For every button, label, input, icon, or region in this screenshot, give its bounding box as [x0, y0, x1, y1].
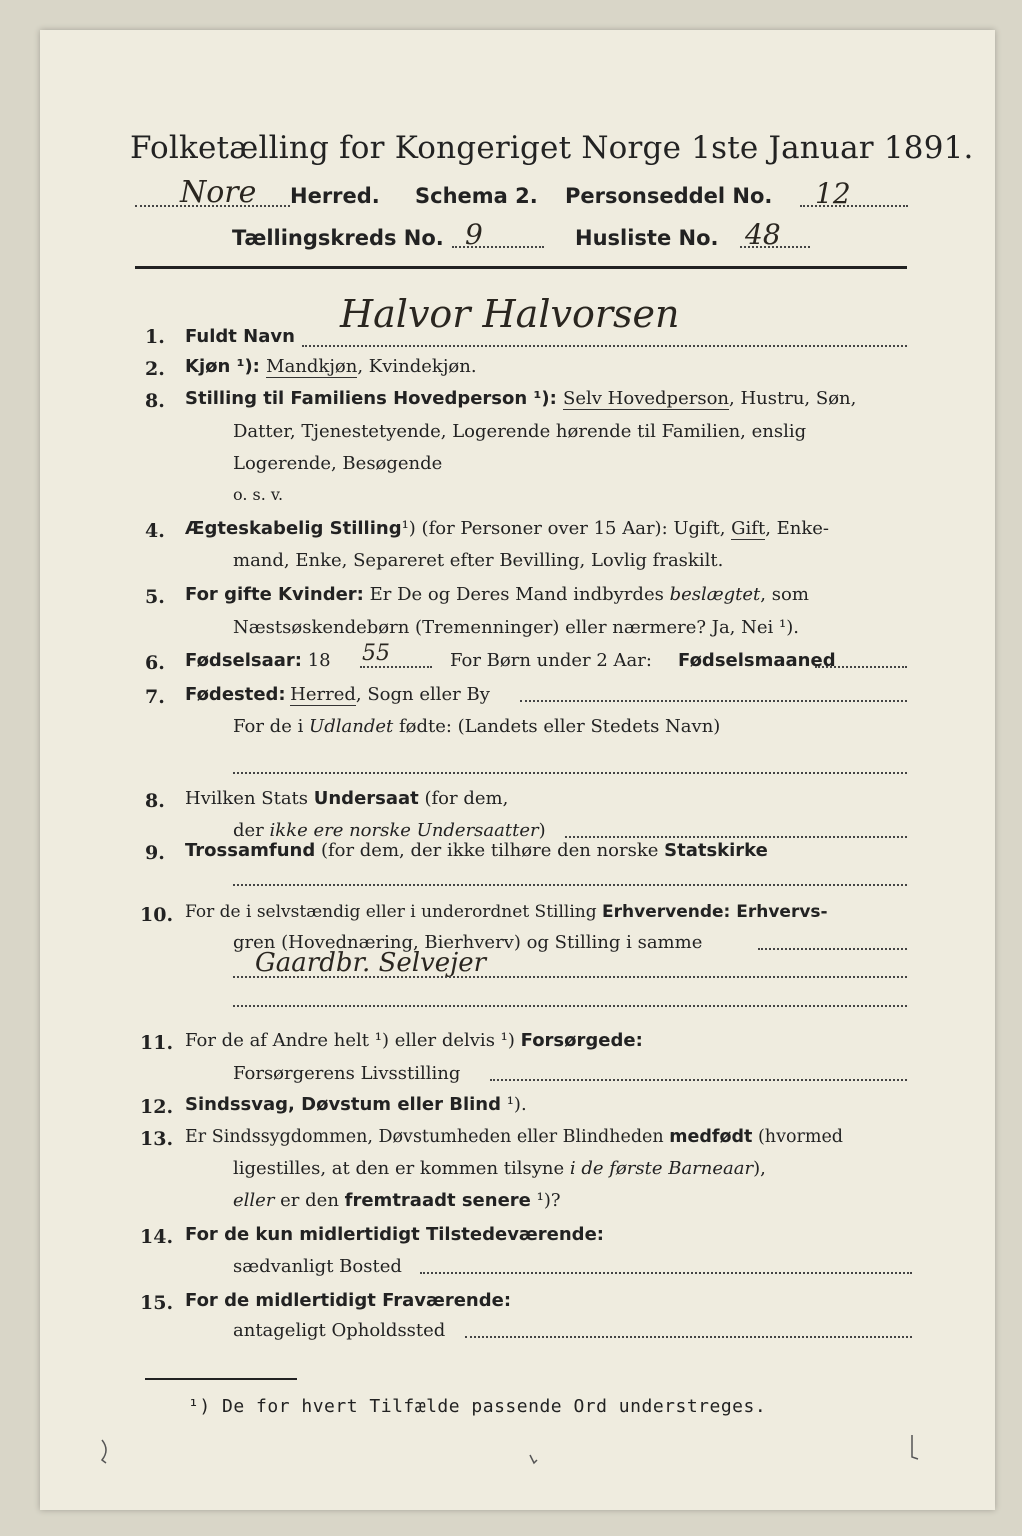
q15-dotted-line	[465, 1336, 912, 1338]
q3-number: 8.	[145, 390, 165, 412]
q11-bold: Forsørgede:	[520, 1030, 643, 1051]
q4-label: Ægteskabelig Stilling	[185, 518, 402, 539]
q13-line2-italic: i de første Barneaar	[569, 1158, 754, 1179]
q13-line2	[233, 1158, 766, 1179]
q8-row	[185, 788, 508, 809]
q10-number: 10.	[140, 904, 174, 926]
q7-row	[185, 684, 490, 705]
q11-dotted-line	[490, 1079, 907, 1081]
q7-dotted-line	[520, 700, 907, 702]
q6-label: Fødselsaar:	[185, 650, 302, 671]
census-form-sheet	[40, 30, 995, 1510]
q10-dotted-line-3	[233, 1005, 907, 1007]
q8-number: 8.	[145, 790, 165, 812]
personseddel-value: 12	[815, 177, 851, 210]
q13-bold: medfødt	[669, 1127, 753, 1147]
q13-line3-bold: fremtraadt senere	[344, 1190, 531, 1211]
q13-line3-c: ¹)?	[530, 1190, 561, 1211]
q6-label2: Fødselsmaaned	[678, 650, 836, 671]
q13-line2-b: ),	[753, 1158, 766, 1179]
q11-line2: Forsørgerens Livsstilling	[233, 1063, 461, 1084]
header-rule	[135, 266, 907, 269]
personseddel-label: Personseddel No.	[565, 184, 773, 208]
q11-text: For de af Andre helt ¹) eller delvis ¹)	[185, 1030, 521, 1051]
q5-number: 5.	[145, 586, 165, 608]
q8-dotted-line	[565, 836, 907, 838]
q4-line2: mand, Enke, Separeret efter Bevilling, Lovlig fraskilt.	[233, 550, 724, 571]
husliste-label: Husliste No.	[575, 226, 719, 250]
q2-rest: , Kvindekjøn.	[357, 356, 477, 377]
q7-selected-option: Herred	[290, 684, 356, 705]
mark-left	[102, 1440, 106, 1463]
q6-number: 6.	[145, 652, 165, 674]
q6-prefix: 18	[302, 650, 331, 671]
q13-row	[185, 1126, 843, 1147]
q8-line2-b: )	[538, 820, 546, 841]
q8-text: Hvilken Stats	[185, 788, 314, 809]
q3-selected-option: Selv Hovedperson	[563, 388, 730, 409]
q3-rest: , Hustru, Søn,	[729, 388, 857, 409]
q2-row	[185, 356, 477, 377]
q14-number: 14.	[140, 1226, 174, 1248]
q7-answer-dotted-line	[233, 772, 907, 774]
q15-line2: antageligt Opholdssted	[233, 1320, 446, 1341]
q7-line2	[233, 716, 720, 737]
q10-bold: Erhvervende: Erhvervs-	[602, 902, 828, 922]
q12-row	[185, 1094, 527, 1115]
q7-line2-b: fødte: (Landets eller Stedets Navn)	[393, 716, 721, 737]
q10-row	[185, 902, 828, 922]
q11-number: 11.	[140, 1032, 174, 1054]
q13-line3	[233, 1190, 561, 1211]
q14-label: For de kun midlertidigt Tilstedeværende:	[185, 1224, 604, 1245]
q7-number: 7.	[145, 686, 165, 708]
q10-dotted-line-2	[233, 976, 907, 978]
q5-line2: Næstsøskendebørn (Tremenninger) eller nærmere? Ja, Nei ¹).	[233, 617, 799, 638]
q13-number: 13.	[140, 1128, 174, 1150]
q14-dotted-line	[420, 1272, 912, 1274]
kreds-label: Tællingskreds No.	[232, 226, 444, 250]
q3-label: Stilling til Familiens Hovedperson ¹):	[185, 388, 564, 409]
q6-text: For Børn under 2 Aar:	[450, 650, 652, 671]
q2-label: Kjøn ¹):	[185, 356, 267, 377]
herred-value: Nore	[180, 175, 257, 210]
q8-rest: (for dem,	[418, 788, 509, 809]
q3-row	[185, 388, 856, 409]
q1-label: Fuldt Navn	[185, 326, 295, 347]
q2-selected-option: Mandkjøn	[266, 356, 358, 377]
margin-marks	[40, 30, 995, 1510]
q13-line3-italic: eller	[233, 1190, 275, 1211]
q15-label: For de midlertidigt Fraværende:	[185, 1290, 512, 1311]
q13-line3-a: er den	[274, 1190, 345, 1211]
q8-bold: Undersaat	[313, 788, 419, 809]
q12-label: Sindssvag, Døvstum eller Blind	[185, 1094, 501, 1115]
q4-rest: , Enke-	[765, 518, 830, 539]
q13-line2-a: ligestilles, at den er kommen tilsyne	[233, 1158, 570, 1179]
q9-bold: Statskirke	[664, 840, 768, 861]
q14-line2: sædvanligt Bosted	[233, 1256, 402, 1277]
q6-value: 55	[362, 641, 390, 666]
q4-text: ¹) (for Personer over 15 Aar): Ugift,	[401, 518, 732, 539]
q10-text: For de i selvstændig eller i underordnet Stilling	[185, 902, 603, 922]
q10-value: Gaardbr. Selvejer	[255, 948, 487, 978]
q9-dotted-line	[233, 884, 907, 886]
q1-value: Halvor Halvorsen	[340, 292, 680, 336]
q4-number: 4.	[145, 520, 165, 542]
husliste-value: 48	[745, 218, 781, 251]
q1-number: 1.	[145, 326, 165, 348]
herred-label: Herred.	[290, 184, 380, 208]
q9-label: Trossamfund	[185, 840, 316, 861]
q6-month-dotted-line	[815, 666, 907, 668]
q3-line2: Datter, Tjenestetyende, Logerende hørende til Familien, enslig	[233, 421, 807, 442]
q9-row	[185, 840, 768, 861]
footnote: ¹) De for hvert Tilfælde passende Ord understreges.	[188, 1396, 767, 1417]
q1-dotted-line	[302, 345, 907, 347]
q12-number: 12.	[140, 1096, 174, 1118]
q4-selected-option: Gift	[731, 518, 766, 539]
q5-row	[185, 584, 809, 605]
q13-text: Er Sindssygdommen, Døvstumheden eller Blindheden	[185, 1127, 670, 1147]
q5-text: Er De og Deres Mand indbyrdes	[363, 584, 670, 605]
q5-rest: , som	[760, 584, 809, 605]
q6-year-dotted-line	[360, 666, 432, 668]
q7-line2-a: For de i	[233, 716, 310, 737]
schema-label: Schema 2.	[415, 184, 538, 208]
q2-number: 2.	[145, 358, 165, 380]
q7-label: Fødested:	[185, 684, 286, 705]
q9-text: (for dem, der ikke tilhøre den norske	[315, 840, 665, 861]
q12-rest: ¹).	[500, 1094, 527, 1115]
mark-center	[530, 1455, 537, 1463]
q3-line4: o. s. v.	[233, 485, 284, 504]
mark-right	[912, 1435, 918, 1459]
q10-dotted-line-1	[758, 948, 907, 950]
q8-line2	[233, 820, 546, 841]
q7-line2-italic: Udlandet	[309, 716, 394, 737]
q4-row	[185, 518, 829, 539]
q8-line2-a: der	[233, 820, 270, 841]
q7-rest: , Sogn eller By	[355, 684, 490, 705]
kreds-value: 9	[465, 218, 483, 251]
q15-number: 15.	[140, 1292, 174, 1314]
q8-line2-italic: ikke ere norske Undersaatter	[269, 820, 539, 841]
q9-number: 9.	[145, 842, 165, 864]
q3-line3: Logerende, Besøgende	[233, 453, 443, 474]
q5-italic: beslægtet	[669, 584, 761, 605]
footnote-rule	[145, 1378, 297, 1380]
q10-line2: gren (Hovednæring, Bierhverv) og Stilling i samme	[233, 932, 703, 953]
form-title: Folketælling for Kongeriget Norge 1ste Januar 1891.	[130, 130, 974, 166]
q13-rest: (hvormed	[752, 1127, 844, 1147]
q11-row	[185, 1030, 643, 1051]
q6-row	[185, 650, 331, 671]
q5-label: For gifte Kvinder:	[185, 584, 364, 605]
